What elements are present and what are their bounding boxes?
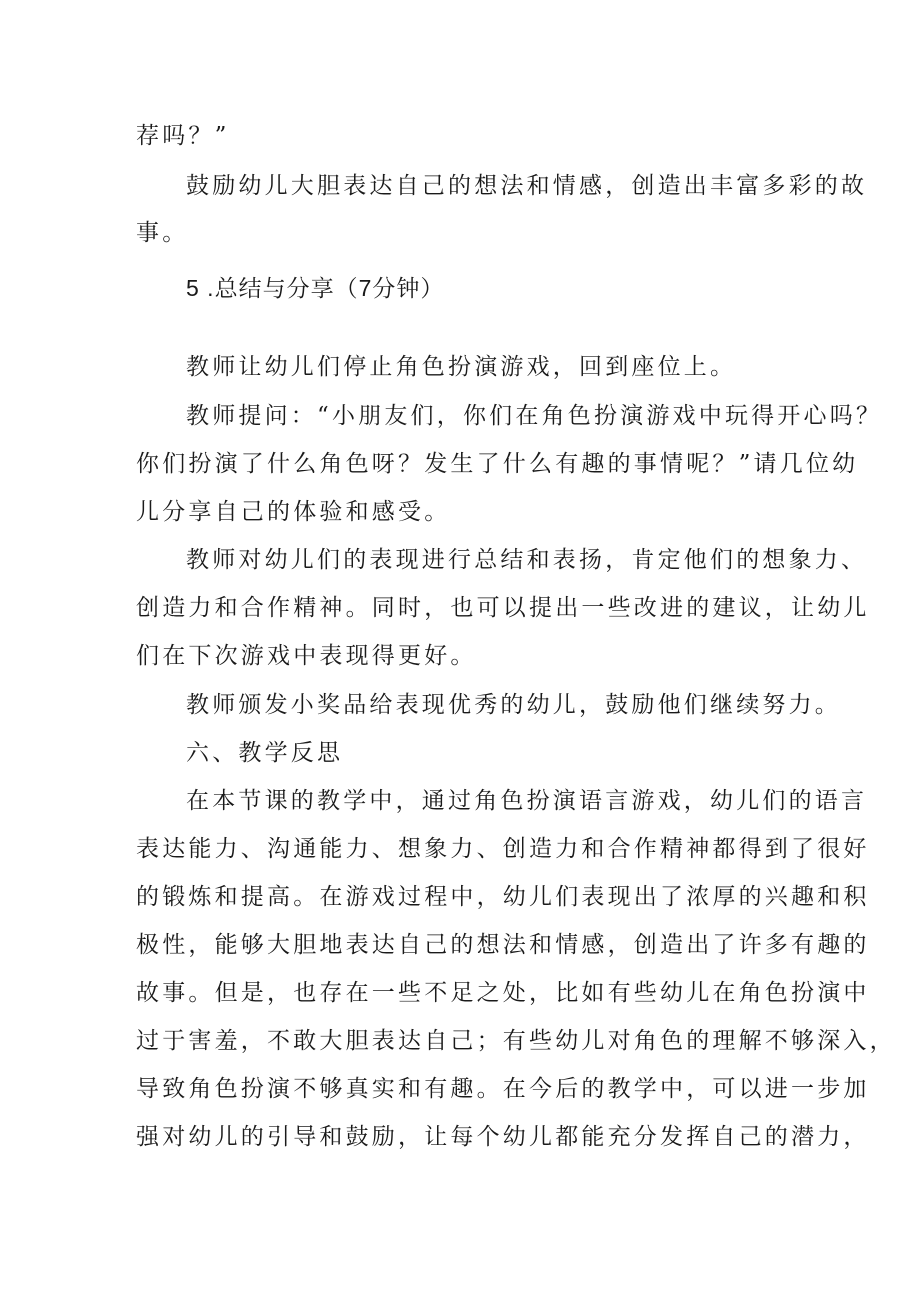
text-line: 教师让幼儿们停止角色扮演游戏，回到座位上。: [186, 354, 737, 380]
text-line: 鼓励幼儿大胆表达自己的想法和情感，创造出丰富多彩的故: [186, 173, 868, 199]
text-line: 的锻炼和提高。在游戏过程中，幼儿们表现出了浓厚的兴趣和积: [136, 884, 870, 910]
text-line: 事。: [136, 220, 189, 246]
text-line: 你们扮演了什么角色呀？发生了什么有趣的事情呢？”请几位幼: [136, 451, 859, 477]
text-line: 极性，能够大胆地表达自己的想法和情感，创造出了许多有趣的: [136, 932, 870, 958]
text-line: 教师对幼儿们的表现进行总结和表扬，肯定他们的想象力、: [186, 547, 868, 573]
section-heading-summary: 5 .总结与分享（7分钟）: [186, 275, 445, 301]
text-line: 导致角色扮演不够真实和有趣。在今后的教学中，可以进一步加: [136, 1076, 870, 1102]
text-line: 荐吗？”: [136, 123, 230, 149]
text-line: 故事。但是，也存在一些不足之处，比如有些幼儿在角色扮演中: [136, 980, 870, 1006]
section-heading-reflection: 六、教学反思: [186, 740, 344, 766]
text-line: 儿分享自己的体验和感受。: [136, 499, 451, 525]
text-line: 强对幼儿的引导和鼓励，让每个幼儿都能充分发挥自己的潜力，: [136, 1124, 870, 1150]
text-line: 过于害羞，不敢大胆表达自己；有些幼儿对角色的理解不够深入，: [136, 1028, 896, 1054]
text-line: 教师提问：“小朋友们，你们在角色扮演游戏中玩得开心吗？: [186, 403, 883, 429]
text-line: 在本节课的教学中，通过角色扮演语言游戏，幼儿们的语言: [186, 788, 868, 814]
text-line: 们在下次游戏中表现得更好。: [136, 643, 477, 669]
text-line: 创造力和合作精神。同时，也可以提出一些改进的建议，让幼儿: [136, 595, 870, 621]
text-line: 教师颁发小奖品给表现优秀的幼儿，鼓励他们继续努力。: [186, 692, 841, 718]
text-line: 表达能力、沟通能力、想象力、创造力和合作精神都得到了很好: [136, 836, 870, 862]
